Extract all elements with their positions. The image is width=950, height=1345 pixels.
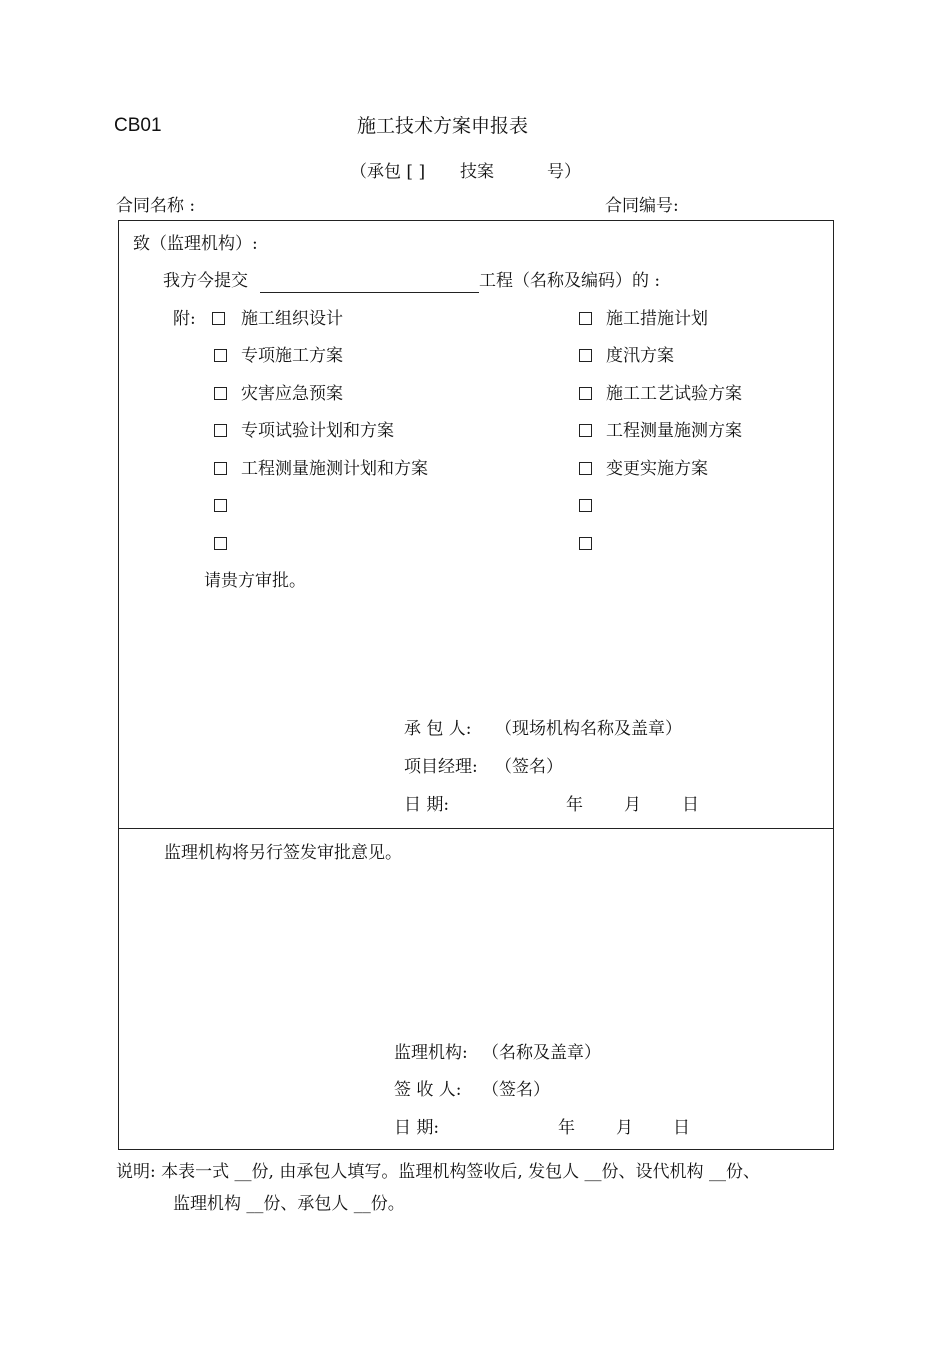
left-item-1: 施工组织设计 <box>241 309 343 329</box>
footer-note-line-1: 说明: 本表一式 __份, 由承包人填写。监理机构签收后, 发包人 __份、设代机构 __份、 <box>116 1162 760 1182</box>
checkbox-left-3[interactable] <box>214 387 227 400</box>
left-item-4: 专项试验计划和方案 <box>241 421 394 441</box>
date-day: 日 <box>682 795 699 815</box>
left-item-5: 工程测量施测计划和方案 <box>241 459 428 479</box>
checkbox-right-6[interactable] <box>579 499 592 512</box>
contractor-label: 承 包 人: <box>404 719 472 739</box>
to-label: 致（监理机构）: <box>133 234 258 254</box>
left-item-3: 灾害应急预案 <box>241 384 343 404</box>
checkbox-left-7[interactable] <box>214 537 227 550</box>
supervision-org-label: 监理机构: <box>394 1043 468 1063</box>
left-item-2: 专项施工方案 <box>241 346 343 366</box>
checkbox-right-4[interactable] <box>579 424 592 437</box>
right-item-5: 变更实施方案 <box>606 459 708 479</box>
checkbox-right-3[interactable] <box>579 387 592 400</box>
checkbox-right-2[interactable] <box>579 349 592 362</box>
intro-suffix: 工程（名称及编码）的 : <box>479 271 661 291</box>
pm-note: （签名） <box>495 757 563 777</box>
checkbox-left-1[interactable] <box>212 312 225 325</box>
right-item-2: 度汛方案 <box>606 346 674 366</box>
contractor-note: （现场机构名称及盖章） <box>495 719 682 739</box>
attach-label: 附: <box>173 309 196 329</box>
right-item-1: 施工措施计划 <box>606 309 708 329</box>
section-divider <box>118 828 834 829</box>
right-item-4: 工程测量施测方案 <box>606 421 742 441</box>
checkbox-right-1[interactable] <box>579 312 592 325</box>
form-code: CB01 <box>114 115 162 136</box>
intro-prefix: 我方今提交 <box>163 271 248 291</box>
right-item-3: 施工工艺试验方案 <box>606 384 742 404</box>
contract-no-label: 合同编号: <box>605 196 679 216</box>
form-title: 施工技术方案申报表 <box>357 115 529 137</box>
date-month: 月 <box>624 795 641 815</box>
supervision-opinion: 监理机构将另行签发审批意见。 <box>164 843 402 863</box>
receiver-note: （签名） <box>482 1080 550 1100</box>
pm-label: 项目经理: <box>404 757 478 777</box>
supervision-date-year: 年 <box>558 1118 575 1138</box>
checkbox-left-4[interactable] <box>214 424 227 437</box>
footer-note-line-2: 监理机构 __份、承包人 __份。 <box>173 1194 405 1214</box>
receiver-label: 签 收 人: <box>394 1080 462 1100</box>
form-number-prefix: （承包 [ ] <box>350 162 426 182</box>
date-year: 年 <box>566 795 583 815</box>
checkbox-left-2[interactable] <box>214 349 227 362</box>
form-number-suffix: 号） <box>547 162 581 182</box>
supervision-date-month: 月 <box>616 1118 633 1138</box>
supervision-date-day: 日 <box>673 1118 690 1138</box>
project-name-underline <box>260 292 479 293</box>
form-number-mid: 技案 <box>460 162 494 182</box>
supervision-org-note: （名称及盖章） <box>482 1043 601 1063</box>
contract-name-label: 合同名称 : <box>116 196 196 216</box>
date-label: 日 期: <box>404 795 450 815</box>
checkbox-right-7[interactable] <box>579 537 592 550</box>
supervision-date-label: 日 期: <box>394 1118 440 1138</box>
checkbox-left-5[interactable] <box>214 462 227 475</box>
checkbox-left-6[interactable] <box>214 499 227 512</box>
approval-request: 请贵方审批。 <box>204 571 306 591</box>
checkbox-right-5[interactable] <box>579 462 592 475</box>
